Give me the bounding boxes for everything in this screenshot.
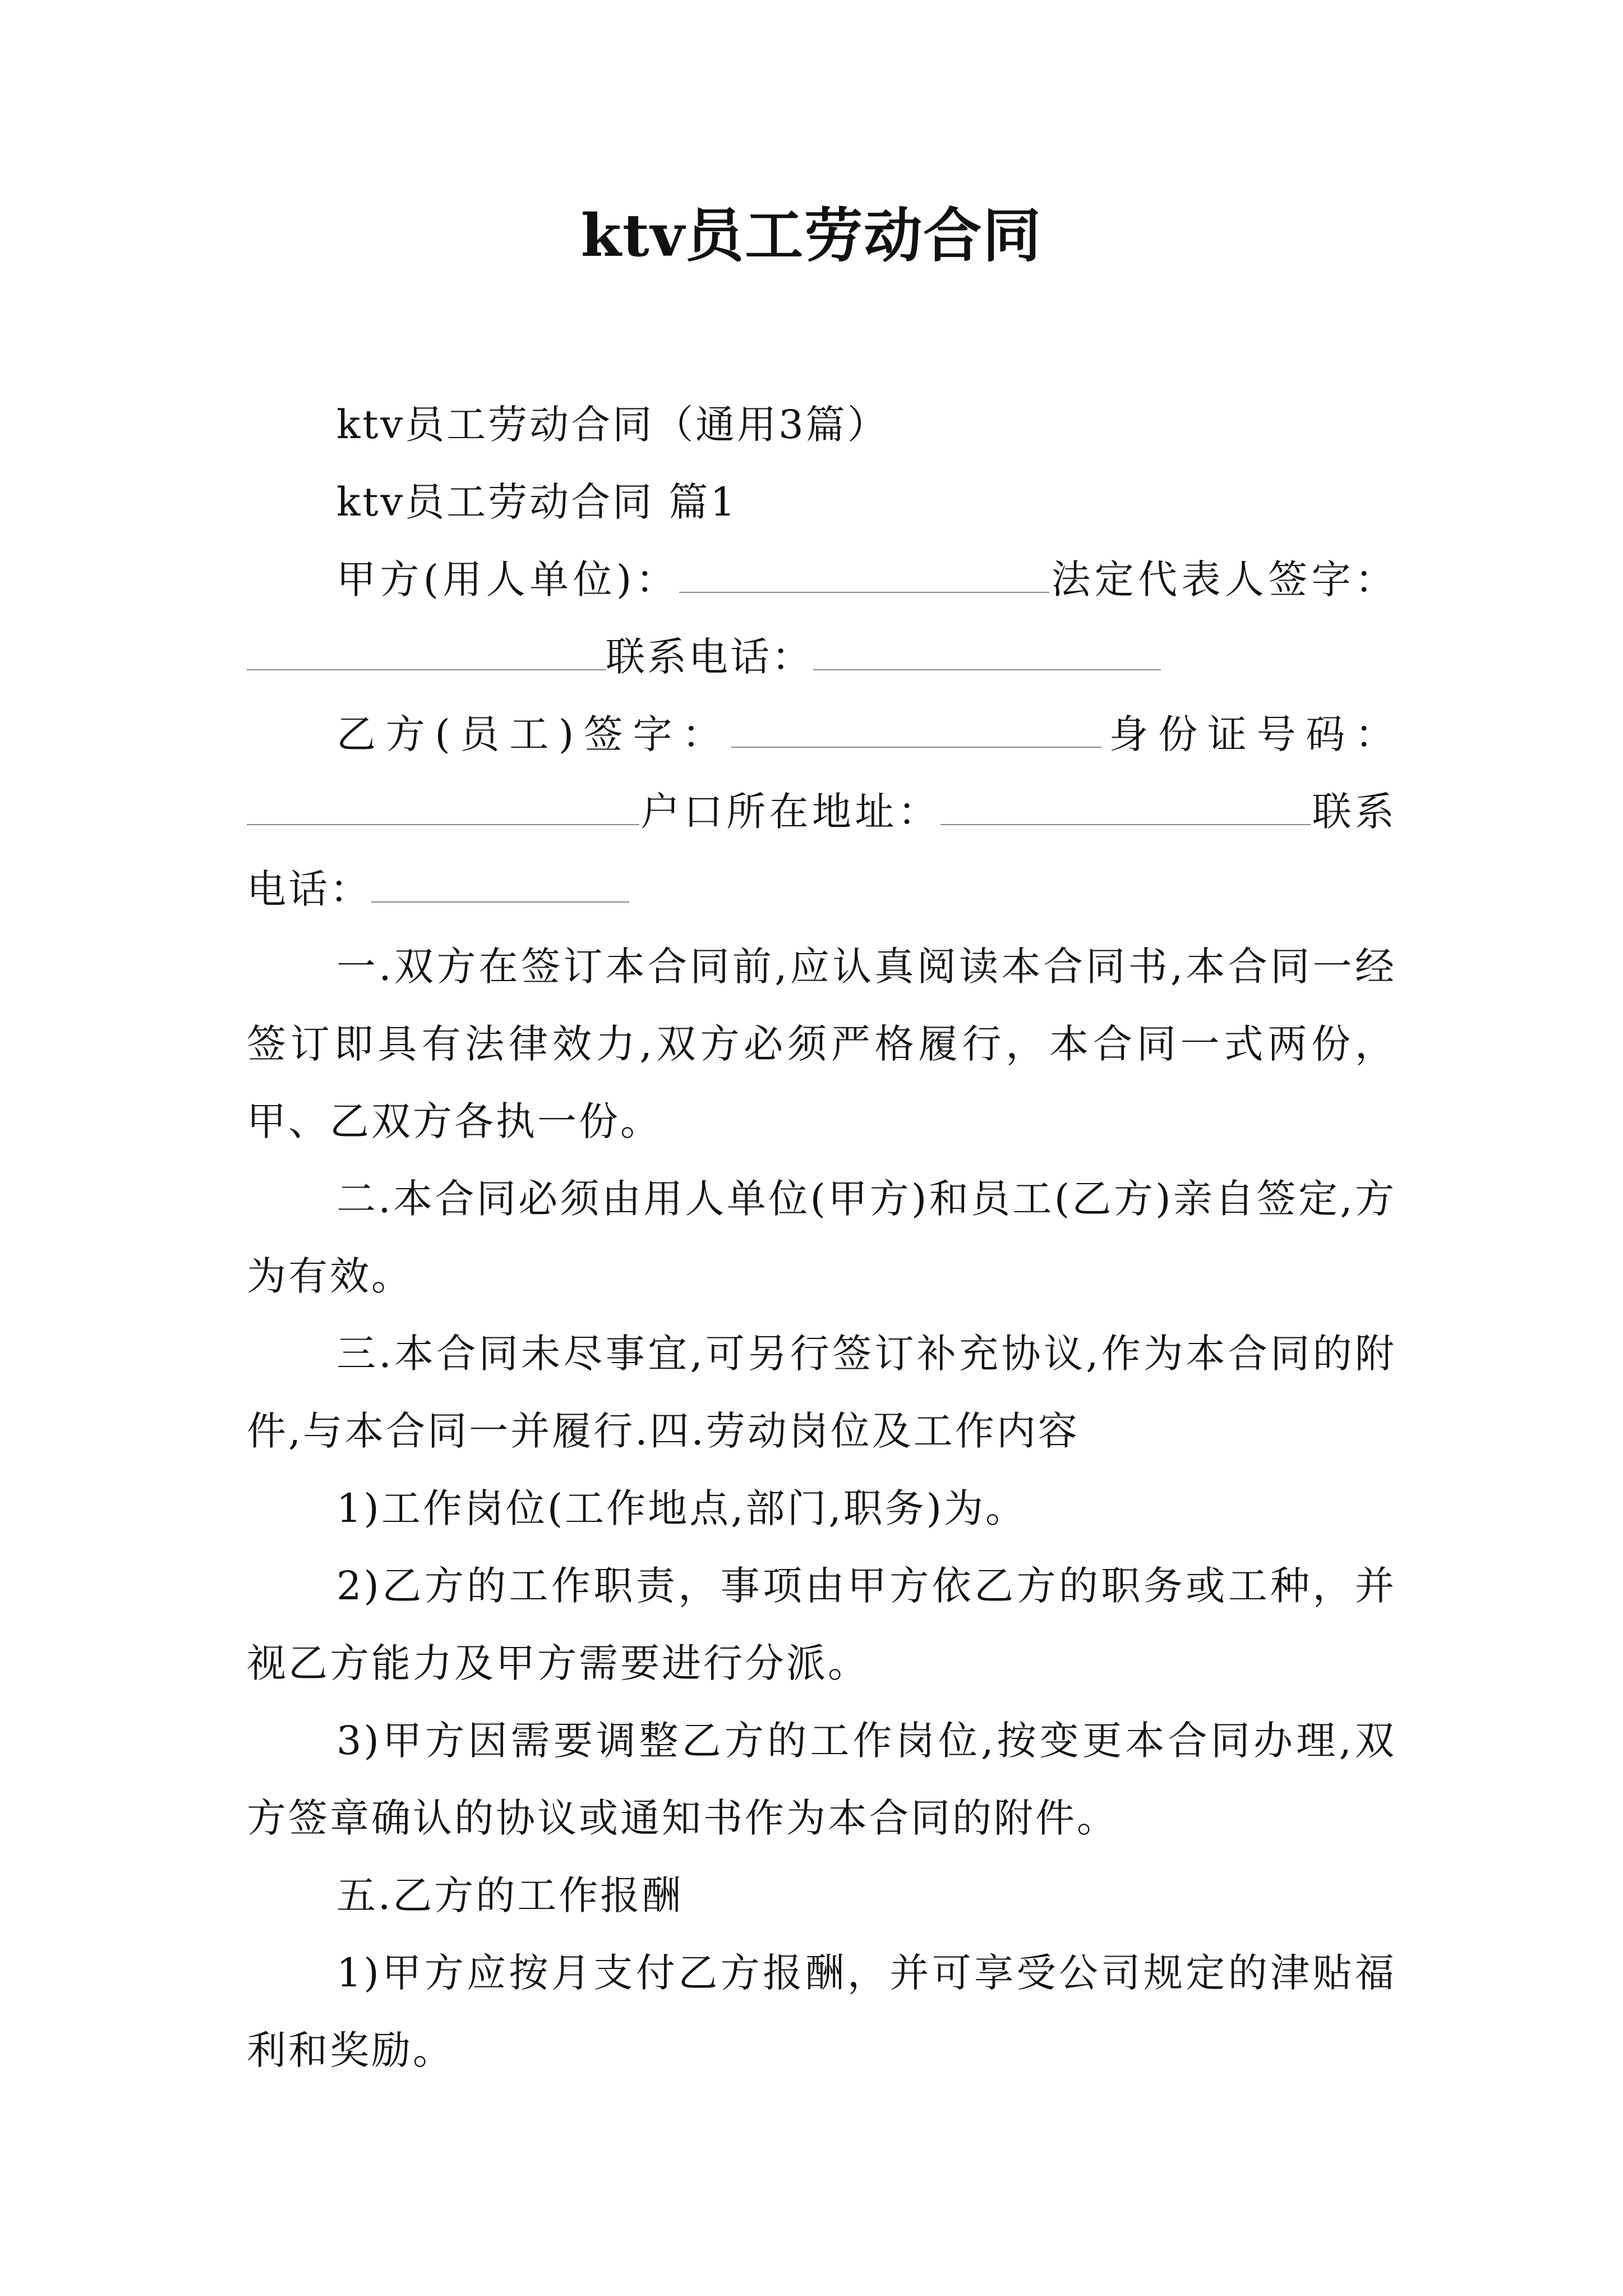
party-b-block	[247, 696, 1396, 928]
paragraph-5: 2)乙方的工作职责，事项由甲方依乙方的职务或工种，并视乙方能力及甲方需要进行分派。	[247, 1563, 1396, 1686]
party-b-address-label: 户口所在地址：	[639, 789, 941, 835]
party-a-phone-label: 联系电话：	[606, 634, 813, 680]
paragraph-1: 一.双方在签订本合同前,应认真阅读本合同书,本合同一经签订即具有法律效力,双方必须严格履行，本合同一式两份，甲、乙双方各执一份。	[247, 944, 1396, 1144]
document-body	[247, 386, 1396, 2089]
party-b-id-label: 身份证号码：	[1101, 711, 1396, 757]
document-subtitle: ktv员工劳动合同（通用3篇）	[336, 402, 889, 448]
party-a-rep-label: 法定代表人签字：	[1049, 556, 1396, 602]
party-b-phone-label-part1: 联	[1311, 789, 1355, 835]
party-b-label: 乙方(员工)签字：	[336, 711, 731, 757]
paragraph-7: 五.乙方的工作报酬	[336, 1872, 684, 1918]
party-a-phone-field[interactable]	[813, 629, 1161, 670]
paragraph-4: 1)工作岗位(工作地点,部门,职务)为。	[336, 1485, 1027, 1531]
party-b-signature-field[interactable]	[731, 706, 1101, 748]
party-b-id-field[interactable]	[247, 784, 639, 825]
paragraph-2: 二.本合同必须由用人单位(甲方)和员工(乙方)亲自签定,方为有效。	[247, 1176, 1396, 1299]
party-b-phone-label-part2: 系电话：	[247, 789, 1397, 912]
party-block	[247, 541, 1396, 696]
party-b-phone-field[interactable]	[371, 861, 629, 903]
document-title: ktv员工劳动合同	[580, 201, 1043, 270]
party-a-label: 甲方(用人单位)：	[336, 556, 679, 602]
section-heading: ktv员工劳动合同 篇1	[336, 479, 737, 525]
paragraph-3: 三.本合同未尽事宜,可另行签订补充协议,作为本合同的附件,与本合同一并履行.四.劳动岗位及工作内容	[247, 1331, 1396, 1454]
party-b-address-field[interactable]	[940, 784, 1311, 825]
party-a-rep-signature-field[interactable]	[247, 629, 606, 670]
paragraph-6: 3)甲方因需要调整乙方的工作岗位,按变更本合同办理,双方签章确认的协议或通知书作为本合同的附件。	[247, 1718, 1396, 1841]
party-a-name-field[interactable]	[679, 551, 1049, 593]
paragraph-8: 1)甲方应按月支付乙方报酬，并可享受公司规定的津贴福利和奖励。	[247, 1950, 1396, 2073]
